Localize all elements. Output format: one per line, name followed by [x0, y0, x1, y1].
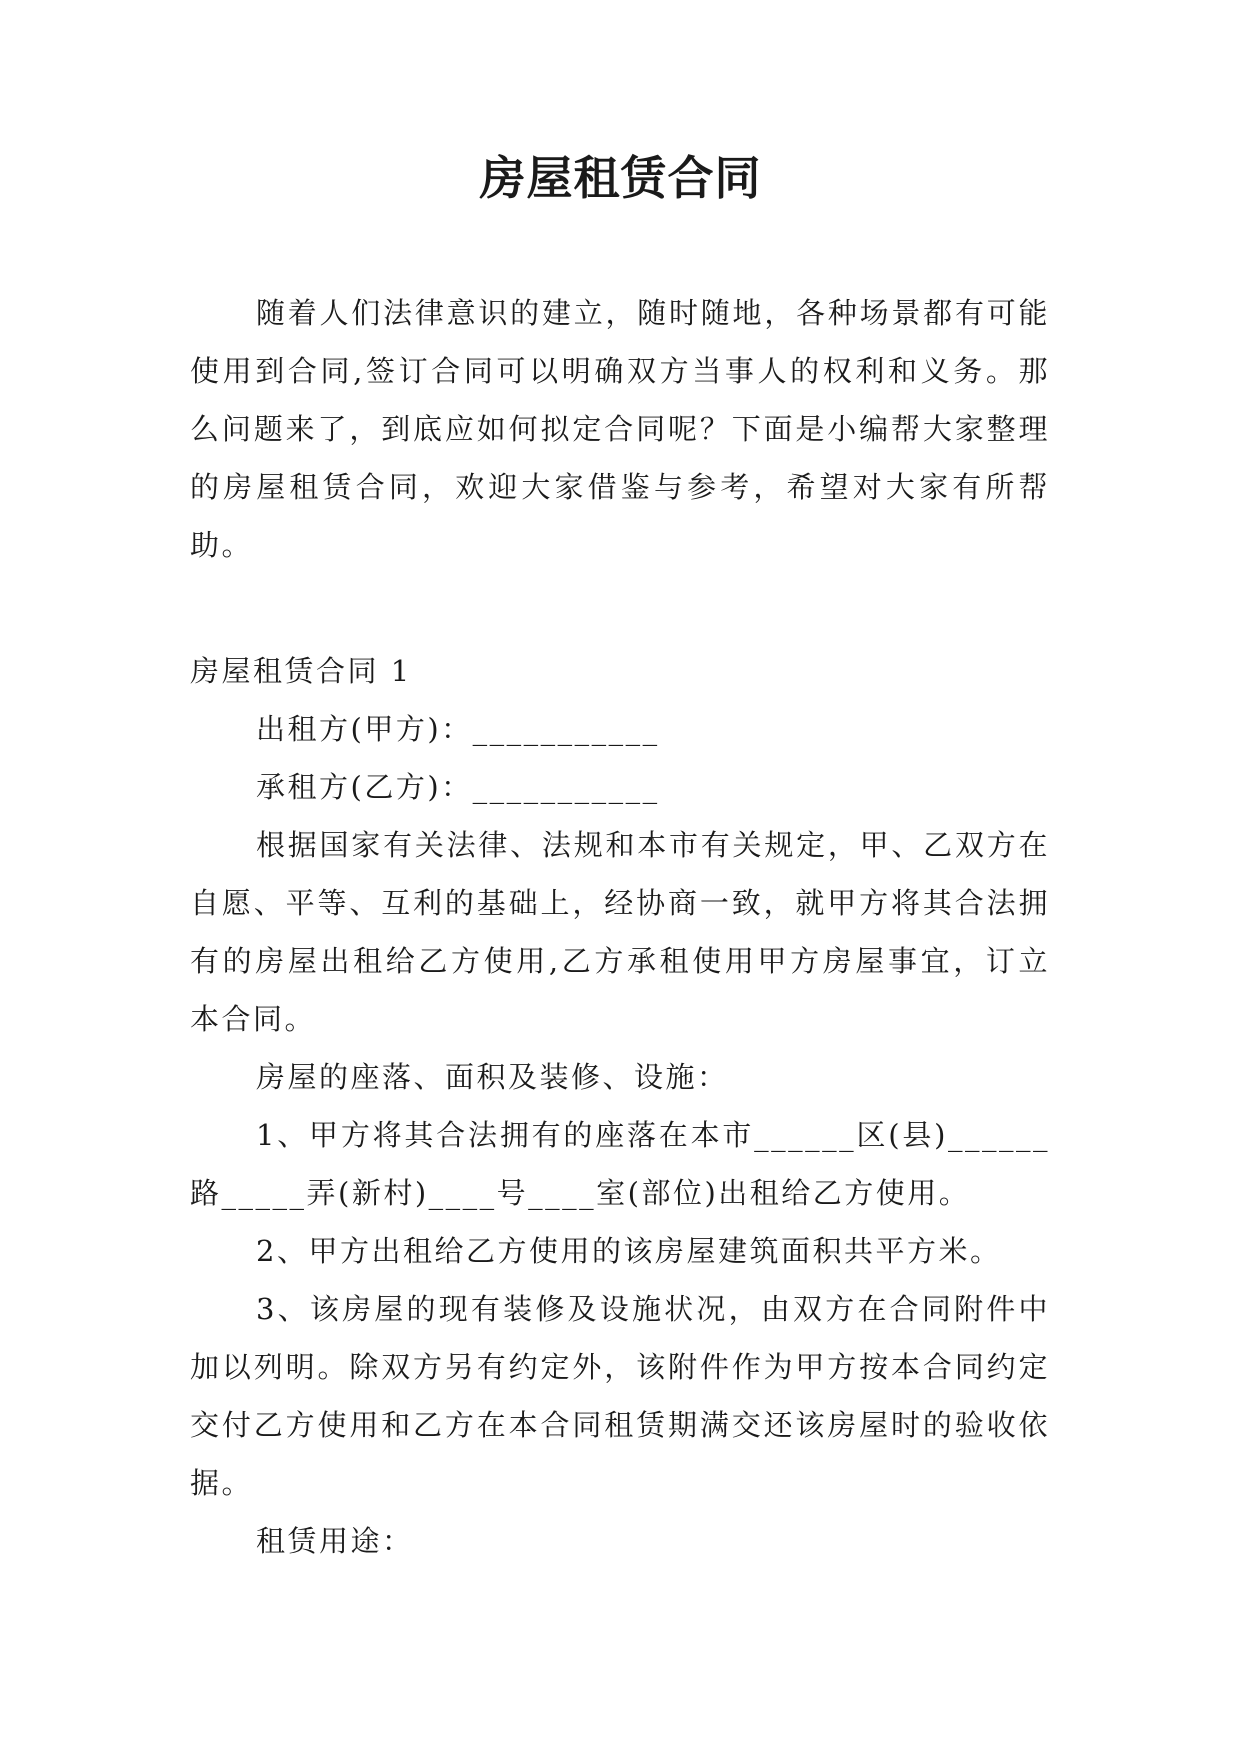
clause-3: 3、该房屋的现有装修及设施状况，由双方在合同附件中加以列明。除双方另有约定外，该附件作为甲方按本合同约定交付乙方使用和乙方在本合同租赁期满交还该房屋时的验收依据。 [190, 1292, 1050, 1500]
preamble-paragraph: 根据国家有关法律、法规和本市有关规定，甲、乙双方在自愿、平等、互利的基础上，经协商一致，就甲方将其合法拥有的房屋出租给乙方使用,乙方承租使用甲方房屋事宜，订立本合同。 [190, 828, 1050, 1036]
clause-1: 1、甲方将其合法拥有的座落在本市______区(县)______路_____弄(新村)____号____室(部位)出租给乙方使用。 [190, 1118, 1050, 1210]
clause-2: 2、甲方出租给乙方使用的该房屋建筑面积共平方米。 [256, 1234, 1002, 1268]
section-heading: 房屋租赁合同 1 [190, 654, 412, 688]
party-b-line: 承租方(乙方)：___________ [256, 770, 660, 804]
intro-paragraph: 随着人们法律意识的建立，随时随地，各种场景都有可能使用到合同,签订合同可以明确双方当事人的权利和义务。那么问题来了，到底应如何拟定合同呢？下面是小编帮大家整理的房屋租赁合同，欢迎大家借鉴与参考，希望对大家有所帮助。 [190, 296, 1050, 562]
party-a-line: 出租方(甲方)：___________ [256, 712, 660, 746]
document-body [190, 284, 1050, 1570]
clause-heading-premises: 房屋的座落、面积及装修、设施： [256, 1060, 729, 1094]
section-spacer [190, 574, 1050, 642]
clause-heading-purpose: 租赁用途： [256, 1524, 414, 1558]
document-title: 房屋租赁合同 [479, 151, 762, 205]
